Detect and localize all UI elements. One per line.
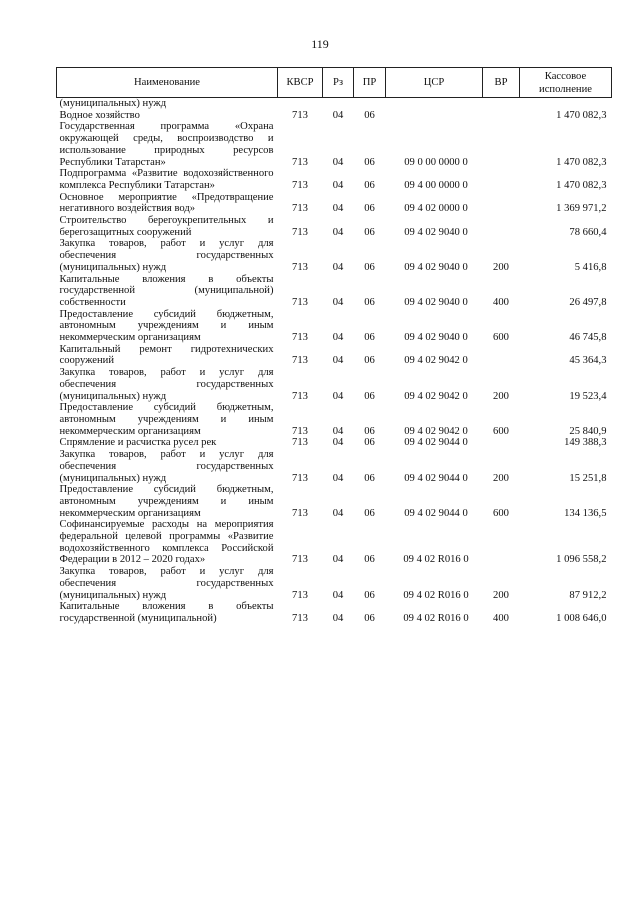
row-vr <box>483 192 520 215</box>
row-csr <box>386 110 483 122</box>
row-pr: 06 <box>364 296 375 308</box>
row-kvsr: 713 <box>292 355 308 367</box>
column-header-amount: Кассовое исполнение <box>520 68 612 98</box>
column-header-vr: ВР <box>483 68 520 98</box>
row-pr: 06 <box>364 226 375 238</box>
row-name: Капитальные вложения в объекты государственной (муниципальной) <box>59 601 274 624</box>
row-vr: 600 <box>493 332 509 344</box>
row-amount: 149 388,3 <box>564 437 607 449</box>
row-amount: 46 745,8 <box>569 332 607 344</box>
row-amount: 5 416,8 <box>574 261 607 273</box>
row-amount: 1 096 558,2 <box>556 554 607 566</box>
row-kvsr: 713 <box>292 261 308 273</box>
row-amount: 87 912,2 <box>569 589 607 601</box>
row-vr: 400 <box>493 612 509 624</box>
row-rz: 04 <box>332 437 344 449</box>
row-pr: 06 <box>364 203 375 215</box>
row-kvsr: 713 <box>292 507 308 519</box>
row-kvsr: 713 <box>292 425 308 437</box>
row-pr: 06 <box>364 109 375 121</box>
row-kvsr <box>278 98 323 110</box>
row-amount: 1 470 082,3 <box>556 109 607 121</box>
row-vr: 400 <box>493 296 509 308</box>
row-rz: 04 <box>332 507 344 519</box>
row-kvsr: 713 <box>292 589 308 601</box>
row-amount: 1 008 646,0 <box>556 612 607 624</box>
row-name: (муниципальных) нужд <box>59 98 167 109</box>
row-rz: 04 <box>332 179 344 191</box>
row-csr: 09 4 02 9044 0 <box>404 507 468 519</box>
row-pr: 06 <box>364 179 375 191</box>
table-row <box>57 192 612 215</box>
table-row <box>57 566 612 601</box>
row-pr: 06 <box>364 437 375 449</box>
row-rz: 04 <box>332 203 344 215</box>
row-name: Спрямление и расчистка русел рек <box>59 437 217 449</box>
row-amount: 78 660,4 <box>569 226 607 238</box>
row-rz: 04 <box>332 425 344 437</box>
row-kvsr: 713 <box>292 554 308 566</box>
table-row <box>57 110 612 122</box>
row-name: Предоставление субсидий бюджетным, автономным учреждениям и иным некоммерческим организациям <box>59 402 274 437</box>
row-csr: 09 4 02 R016 0 <box>403 612 469 624</box>
row-name: Капитальный ремонт гидротехнических сооружений <box>59 343 274 367</box>
table-row <box>57 309 612 344</box>
row-csr <box>386 98 483 110</box>
row-vr <box>483 215 520 238</box>
row-vr: 600 <box>493 425 509 437</box>
row-csr: 09 4 02 9044 0 <box>404 472 468 484</box>
table-row <box>57 519 612 566</box>
row-kvsr: 713 <box>292 612 308 624</box>
row-csr: 09 4 02 9042 0 <box>404 390 468 402</box>
row-name: Закупка товаров, работ и услуг для обеспечения государственных (муниципальных) нужд <box>59 367 274 402</box>
row-name: Закупка товаров, работ и услуг для обеспечения государственных (муниципальных) нужд <box>59 449 274 484</box>
budget-execution-table <box>56 67 612 625</box>
row-csr: 09 4 02 9044 0 <box>404 437 468 449</box>
row-kvsr: 713 <box>292 203 308 215</box>
column-header-pr: ПР <box>354 68 386 98</box>
row-name: Государственная программа «Охрана окружающей среды, воспроизводство и использование природных ресурсов Республики Татарстан» <box>59 121 274 168</box>
row-amount: 1 470 082,3 <box>556 179 607 191</box>
row-name: Предоставление субсидий бюджетным, автономным учреждениям и иным некоммерческим организациям <box>59 484 274 519</box>
row-csr: 09 4 00 0000 0 <box>404 179 468 191</box>
row-pr: 06 <box>364 332 375 344</box>
row-kvsr: 713 <box>292 437 308 449</box>
row-vr <box>483 110 520 122</box>
row-rz <box>323 98 354 110</box>
row-pr: 06 <box>364 156 375 168</box>
row-name: Закупка товаров, работ и услуг для обеспечения государственных (муниципальных) нужд <box>59 238 274 273</box>
row-pr: 06 <box>364 589 375 601</box>
row-rz: 04 <box>332 156 344 168</box>
row-vr: 200 <box>493 261 509 273</box>
table-row <box>57 484 612 519</box>
row-csr: 09 4 02 9042 0 <box>404 425 468 437</box>
row-vr: 200 <box>493 390 509 402</box>
row-pr: 06 <box>364 261 375 273</box>
row-kvsr: 713 <box>292 390 308 402</box>
row-pr: 06 <box>364 425 375 437</box>
column-header-kvsr: КВСР <box>278 68 323 98</box>
table-row <box>57 274 612 309</box>
row-pr: 06 <box>364 472 375 484</box>
row-rz: 04 <box>332 109 344 121</box>
table-row <box>57 344 612 367</box>
table-header-row <box>57 68 612 98</box>
row-vr: 600 <box>493 507 509 519</box>
row-amount: 26 497,8 <box>569 296 607 308</box>
row-csr: 09 0 00 0000 0 <box>404 156 468 168</box>
row-amount: 25 840,9 <box>569 425 607 437</box>
row-name: Предоставление субсидий бюджетным, автономным учреждениям и иным некоммерческим организациям <box>59 308 274 344</box>
row-rz: 04 <box>332 355 344 367</box>
row-rz: 04 <box>332 261 344 273</box>
table-row <box>57 121 612 168</box>
column-header-name: Наименование <box>57 68 278 98</box>
row-kvsr: 713 <box>292 179 308 191</box>
row-vr <box>483 344 520 367</box>
row-pr <box>354 98 386 110</box>
row-rz: 04 <box>332 332 344 344</box>
row-name: Водное хозяйство <box>59 109 140 121</box>
row-csr: 09 4 02 R016 0 <box>403 589 469 601</box>
row-amount: 45 364,3 <box>569 355 607 367</box>
page-number: 119 <box>311 37 329 51</box>
row-rz: 04 <box>332 390 344 402</box>
row-kvsr: 713 <box>292 296 308 308</box>
table-row <box>57 449 612 484</box>
row-vr <box>483 437 520 449</box>
table-row <box>57 168 612 191</box>
row-rz: 04 <box>332 296 344 308</box>
row-name: Основное мероприятие «Предотвращение негативного воздействия вод» <box>59 191 274 215</box>
row-amount <box>520 98 612 110</box>
row-rz: 04 <box>332 472 344 484</box>
row-name: Капитальные вложения в объекты государственной (муниципальной) собственности <box>59 273 274 308</box>
row-vr: 200 <box>493 589 509 601</box>
table-row <box>57 98 612 110</box>
row-rz: 04 <box>332 226 344 238</box>
row-kvsr: 713 <box>292 226 308 238</box>
row-rz: 04 <box>332 589 344 601</box>
row-rz: 04 <box>332 554 344 566</box>
table-row <box>57 402 612 437</box>
table-row <box>57 437 612 449</box>
row-pr: 06 <box>364 390 375 402</box>
row-vr <box>483 121 520 168</box>
row-pr: 06 <box>364 355 375 367</box>
column-header-rz: Рз <box>323 68 354 98</box>
row-name: Софинансируемые расходы на мероприятия федеральной целевой программы «Развитие водохозяйственного комплекса Российской Федерации в 2012 – 2020 годах» <box>59 519 274 566</box>
table-row <box>57 215 612 238</box>
row-csr: 09 4 02 0000 0 <box>404 203 468 215</box>
row-rz: 04 <box>332 612 344 624</box>
row-csr: 09 4 02 9040 0 <box>404 226 468 238</box>
row-csr: 09 4 02 R016 0 <box>403 554 469 566</box>
row-amount: 1 369 971,2 <box>556 203 607 215</box>
row-name: Подпрограмма «Развитие водохозяйственного комплекса Республики Татарстан» <box>59 168 274 191</box>
row-vr <box>483 519 520 566</box>
table-row <box>57 367 612 402</box>
row-vr: 200 <box>493 472 509 484</box>
table-row <box>57 238 612 273</box>
table-row <box>57 601 612 624</box>
row-kvsr: 713 <box>292 109 308 121</box>
row-name: Строительство берегоукрепительных и берегозащитных сооружений <box>59 215 274 238</box>
column-header-csr: ЦСР <box>386 68 483 98</box>
row-vr <box>483 168 520 191</box>
row-kvsr: 713 <box>292 332 308 344</box>
row-csr: 09 4 02 9040 0 <box>404 332 468 344</box>
row-amount: 134 136,5 <box>564 507 607 519</box>
row-amount: 1 470 082,3 <box>556 156 607 168</box>
row-csr: 09 4 02 9040 0 <box>404 296 468 308</box>
row-amount: 15 251,8 <box>569 472 607 484</box>
row-vr <box>483 98 520 110</box>
row-csr: 09 4 02 9040 0 <box>404 261 468 273</box>
row-kvsr: 713 <box>292 472 308 484</box>
row-csr: 09 4 02 9042 0 <box>404 355 468 367</box>
table-body <box>57 98 612 625</box>
row-pr: 06 <box>364 612 375 624</box>
row-kvsr: 713 <box>292 156 308 168</box>
row-pr: 06 <box>364 554 375 566</box>
row-amount: 19 523,4 <box>569 390 607 402</box>
row-pr: 06 <box>364 507 375 519</box>
row-name: Закупка товаров, работ и услуг для обеспечения государственных (муниципальных) нужд <box>59 566 274 601</box>
